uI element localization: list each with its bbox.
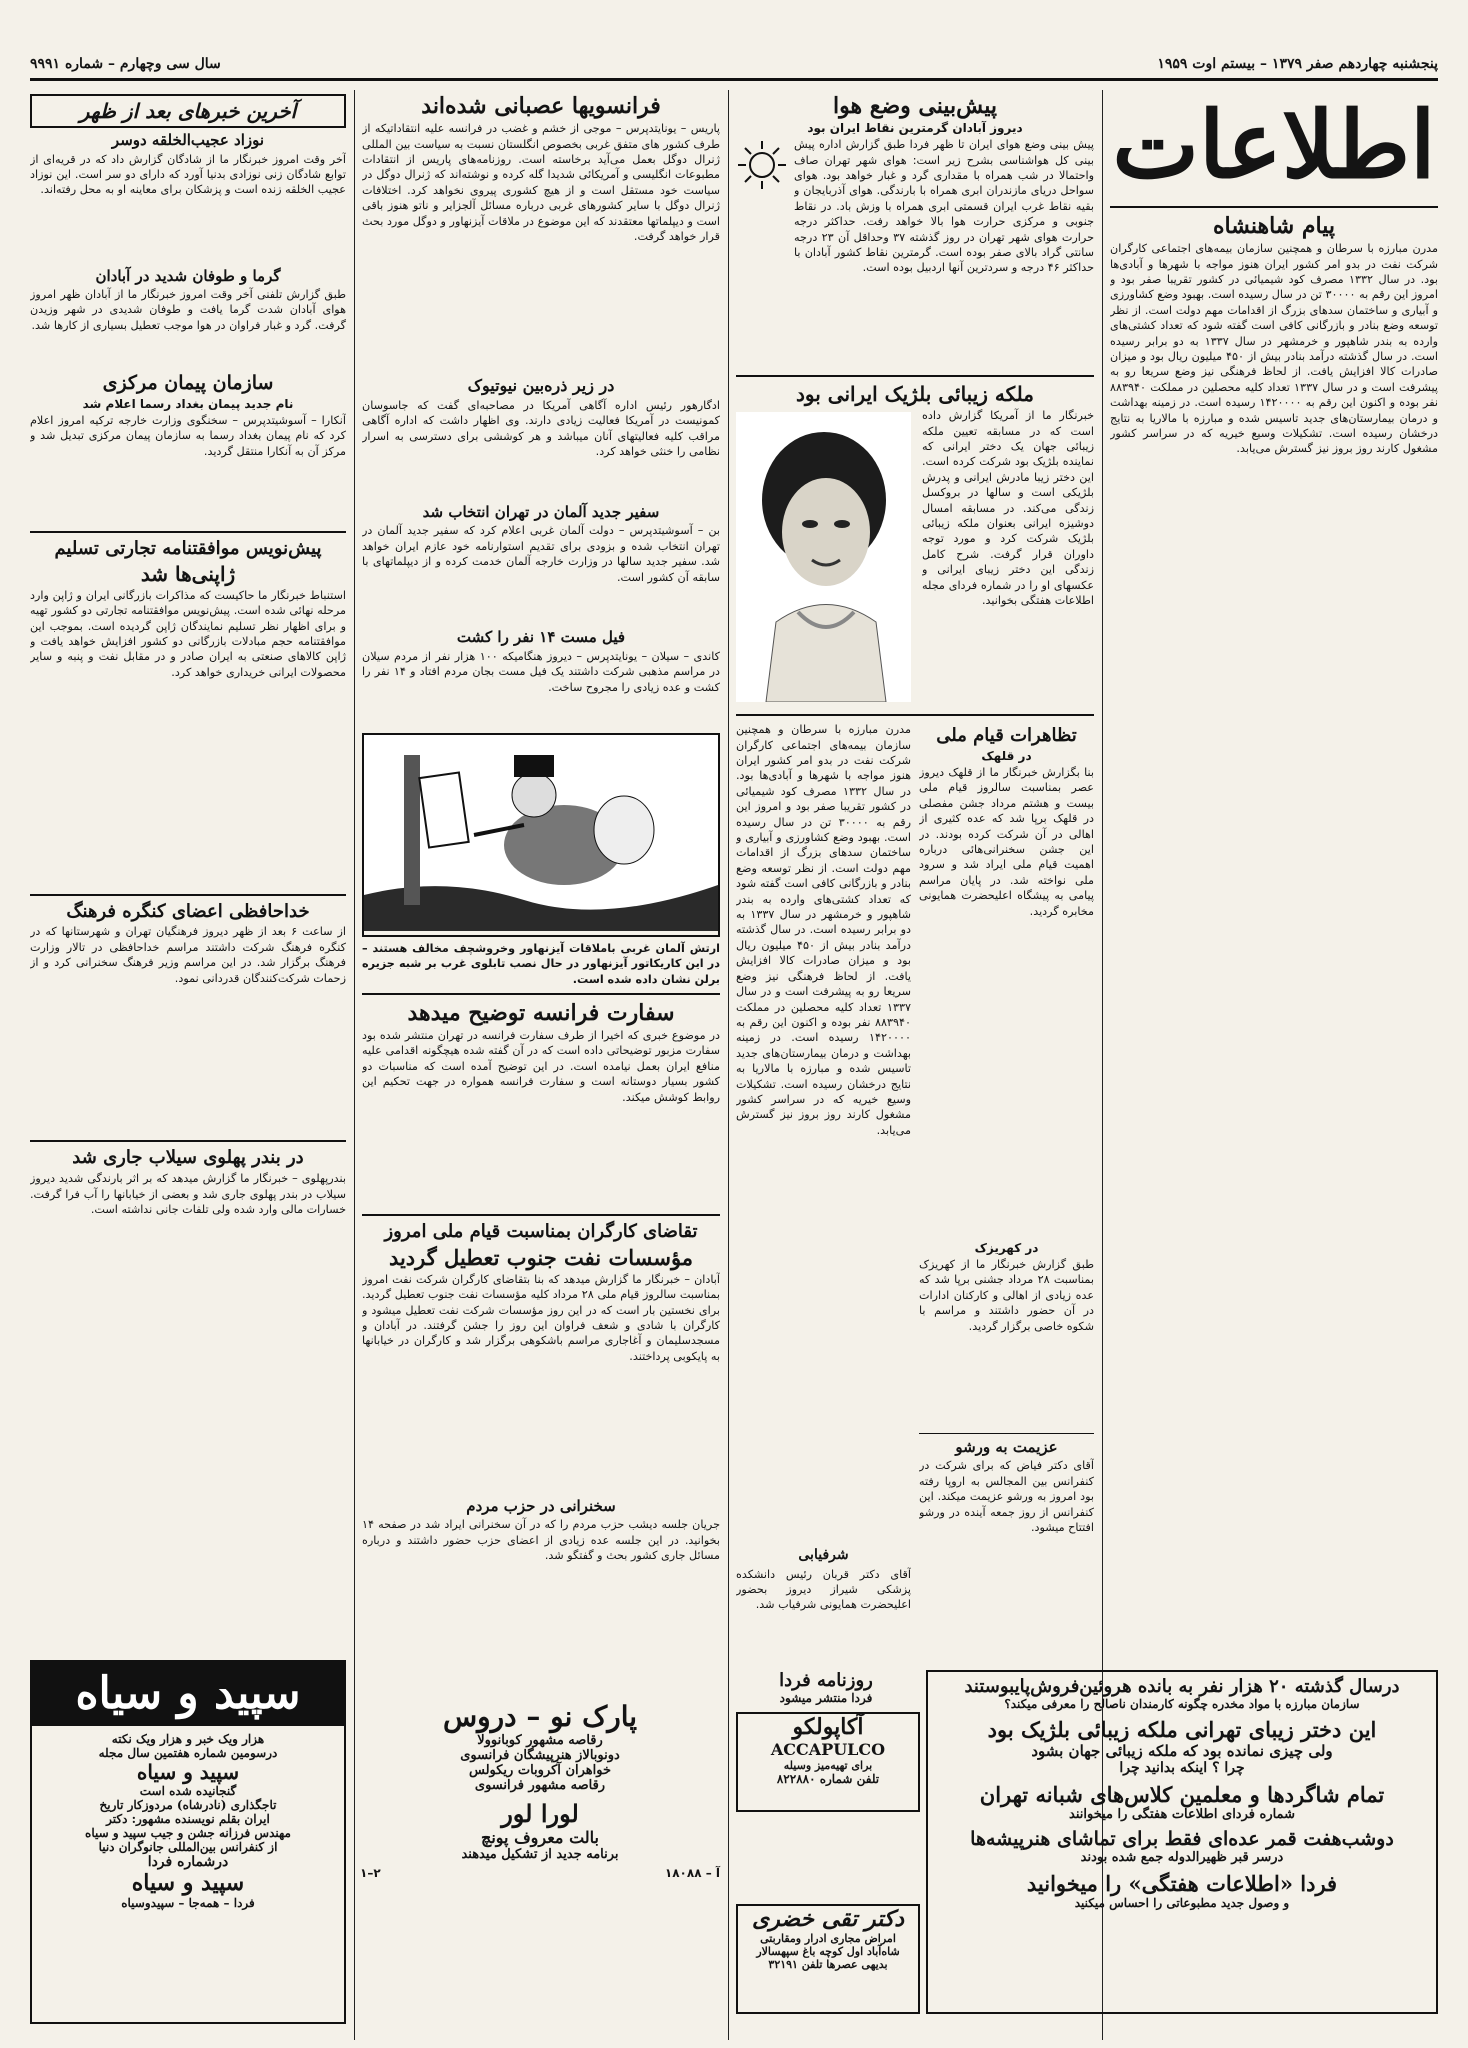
two-headed-baby-body: آخر وقت امروز خبرنگار ما از شادگان گزارش داد که در قریه‌ای از توابع شادگان زنی نوزادی بدنیا آورد که دارای دو سر است. این نوزاد عجیب الخلقه زنده است و پزشکان برای معاینه او به محل رفته‌اند. [30, 152, 346, 197]
two-headed-baby-title: نوزاد عجیب‌الخلقه دوسر [111, 131, 265, 149]
warsaw-title: عزیمت به ورشو [955, 1437, 1058, 1456]
park-line-2: دونوبالاز هنرپیشگان فرانسوی [460, 1748, 620, 1763]
nukes-title: در زیر ذره‌بین نیوتیوک [467, 376, 615, 396]
acapulco-line-1: برای تهیه‌میز وسیله [783, 1759, 873, 1772]
acapulco-phone: تلفن شماره ۸۲۲۸۸۰ [776, 1772, 880, 1786]
oil-title-2: مؤسسات نفت جنوب تعطیل گردید [388, 1244, 694, 1270]
cartoon-frame [362, 733, 720, 937]
weekly-magazine-ad [926, 1670, 1438, 2014]
speech-body: جریان جلسه دیشب حزب مردم را که در آن سخنرانی ایراد شد در صفحه ۱۴ بخوانید. در این جلسه عده زیادی از اعضای حزب حضور داشتند و درباره مسائل جاری کشور بحث و گفتگو شد. [362, 1518, 720, 1563]
nukes-body: ادگارهور رئیس اداره آگاهی آمریکا در مصاحبه‌ای گفت که جاسوسان کمونیست در آمریکا فعالیت زیادی دارند. وی اظهار داشت که اداره آگاهی مراقب کلیه فعالیتهای آنان میباشد و هر کوششی برای دسترسی به اسرار نظامی را خنثی خواهد کرد. [362, 398, 720, 458]
weather-body: پیش بینی وضع هوای ایران تا ظهر فردا طبق گزارش اداره پیش بینی کل هواشناسی بشرح زیر است: هوای شهر تهران صاف واحتمالا در شب همراه با مقداری گرد و غبار خواهد بود. هوای سواحل دریای مازندران ابری همراه با بارندگی. هوای آذربایجان و بقیه نقاط غرب ایران قسمتی ابری همراه با وزش باد. در نقاط جنوبی و مرکزی حرارت هوا بالا خواهد رفت. حداکثر درجه حرارت هوای شهر تهران در روز گذشته ۳۷ وحداقل آن ۲۳ درجه سانتی گراد بالای صفر بوده است. گرمترین نقاط کشور آبادان با حداکثر ۴۶ درجه و سردترین آنها اردبیل بوده است. [794, 138, 1094, 275]
column-masthead [1110, 90, 1438, 1690]
culture-title: خداحافظی اعضای کنگره فرهنگ [66, 900, 310, 922]
rally-title: تظاهرات قیام ملی [936, 725, 1077, 747]
weekly-line-7: شماره فردای اطلاعات هفتگی را میخوانند [1069, 1807, 1295, 1822]
column-news-2 [736, 90, 1094, 1710]
masthead-logo: اطلاعات [1112, 91, 1436, 199]
oil-title-1: تقاضای کارگران بمناسبت قیام ملی امروز [384, 1220, 698, 1242]
sepid-line-6: ایران بقلم نویسنده مشهور: دکتر [106, 1812, 270, 1826]
sepid-line-10: سپید و سیاه [131, 1870, 245, 1896]
french-angry-body: پاریس – یونایتدپرس – موجی از خشم و غضب در فرانسه علیه انتقاداتیکه از طرف کشور های متفق غربی بخصوص انگلستان نسبت به سیاست بین المللی ژنرال دوگل بعمل می‌آید برخاسته است. روزنامه‌های پاریس از انتقادات مطبوعات انگلیسی و آمریکائی شدیدا گله کرده و نوشته‌اند که ژنرال دوگل در سیاست خود مستقل است و از هیچ کشوری پیروی نخواهد کرد. اختلافات ژنرال دوگل با سایر کشورهای غربی درباره مسائل آلجزایر و ناتو هنوز باقی است و دیپلماتها معتقدند که این موضوع در ملاقات آیزنهاور و دوگل مورد بحث قرار خواهد گرفت. [362, 122, 720, 244]
flood-body: بندرپهلوی – خبرنگار ما گزارش میدهد که بر اثر بارندگی شدید دیروز سیلاب در بندر پهلوی جاری شد و بعضی از خیابانها را آب فرا گرفت. خسارات مالی وارد شده ولی تلفات جانی نداشته است. [30, 1172, 346, 1217]
shah-message-continued: مدرن مبارزه با سرطان و همچنین سازمان بیمه‌های اجتماعی کارگران شرکت نفت در بدو امر کشور ایران هنوز مواجه با شهرها و آبادی‌ها بود. در سال ۱۳۳۲ مصرف کود شیمیائی در کشور تقریبا صفر بود و امروز این رقم به ۳۰۰۰۰ تن در سال رسیده است. بهبود وضع کشاورزی و آبیاری و ساختمان سدهای بزرگ از اقدامات مهم دولت است. از نظر توسعه وضع بنادر و بازرگانی کافی است گفته شود که تعداد کشتی‌های وارده به بندر شاهپور و خرمشهر در سال ۱۳۳۷ به دو برابر رسیده است. در سال گذشته درآمد بنادر بیش از ۴۵۰ میلیون ریال بود و میزان صادرات کالا افزایش یافت. از لحاظ فرهنگی نیز وضع سریعا رو به پیشرفت است و در سال ۱۳۳۷ تعداد کلیه محصلین در مملکت ۸۸۳۹۴۰ نفر بوده و اکنون این رقم به ۱۴۲۰۰۰۰ رسیده است. در زمینه بهداشت و درمان بیمارستان‌های جدید تاسیس شده و مبارزه با مالاریا به نتایج درخشان رسیده است. تشکیلات وسیع خیریه که در سراسر کشور مشغول کارند روز بروز نیز گسترش می‌یابد. [736, 723, 911, 1137]
year-issue-line: سال سی وچهارم – شماره ۹۹۹۱ [30, 56, 221, 72]
rally-place-qolhak: در قلهک [981, 748, 1032, 763]
park-line-6: بالت معروف پونچ [481, 1828, 599, 1847]
weekly-line-6: تمام شاگردها و معلمین کلاس‌های شبانه تهران [979, 1782, 1385, 1807]
abadan-storm-body: طبق گزارش تلفنی آخر وقت امروز خبرنگار ما از آبادان ظهر امروز هوای آبادان شدت گرما یافت و طوفان شدیدی در شهر وزیدن گرفت. گرد و غبار فراوان در هوا موجب تعطیل بسیاری از کارها شد. [30, 288, 346, 332]
weather-subtitle: دیروز آبادان گرمترین نقاط ایران بود [807, 121, 1023, 136]
acapulco-en: ACCAPULCO [770, 1740, 886, 1759]
portrait-photo [736, 412, 911, 702]
doctor-line-3: بدیهی عصرها تلفن ۳۲۱۹۱ [768, 1958, 888, 1971]
oil-body: آبادان – خبرنگار ما گزارش میدهد که بنا بتقاضای کارگران شرکت نفت امروز بمناسبت سالروز قیام ملی ۲۸ مرداد کلیه مؤسسات نفت جنوب تعطیل گردید. برای نخستین بار است که در این روز مؤسسات شرکت نفت تعطیل میشود و کارگران با شادی و شعف فراوان این روز را جشن گرفتند. در آبادان و مسجدسلیمان و آغاجاری مراسم باشکوهی برگزار شد و کارگران در خیابانها به پایکوبی پرداختند. [362, 1272, 720, 1363]
cartoon-illustration [364, 735, 718, 931]
park-line-3: خواهران آکروبات ریکولس [469, 1763, 611, 1778]
sepid-line-7: مهندس فرزانه جشن و جیب سپید و سیاه [85, 1826, 291, 1840]
date-line: پنجشنبه چهاردهم صفر ۱۳۷۹ – بیستم اوت ۱۹۵۹ [1157, 56, 1438, 72]
ambassador-body: بن – آسوشیتدپرس – دولت آلمان غربی اعلام کرد که سفیر جدید آلمان در تهران انتخاب شده و بزودی برای تقدیم استوارنامه خود عازم ایران خواهد شد. سفیر جدید سالها در وزارت خارجه آلمان خدمت کرده و از دیپلماتهای با سابقه آن کشور است. [362, 524, 720, 584]
audience-body: آقای دکتر قربان رئیس دانشکده پزشکی شیراز دیروز بحضور اعلیحضرت همایونی شرفیاب شد. [736, 1567, 911, 1612]
weekly-line-1: درسال گذشته ۲۰ هزار نفر به بانده هروئین‌فروش‌پایبوستند [964, 1676, 1400, 1697]
rally-body-kahrizak: طبق گزارش خبرنگار ما از کهریزک بمناسبت ۲۸ مرداد جشنی برپا شد که عده زیادی از اهالی و کارکنان ادارات در آن حضور داشتند و مراسم با شکوه خاصی برگزار گردید. [919, 1257, 1094, 1333]
shah-message-title: پیام شاهنشاه [1213, 213, 1335, 239]
tomorrow-paper [736, 1670, 916, 1705]
speech-title: سخنرانی در حزب مردم [466, 1496, 616, 1515]
japan-title-2: ژاپنی‌ها شد [140, 561, 236, 586]
japan-title-1: پیش‌نویس موافقتنامه تجارتی تسلیم [54, 537, 322, 559]
elephant-title: فیل مست ۱۴ نفر را کشت [456, 628, 626, 647]
culture-body: از ساعت ۶ بعد از ظهر دیروز فرهنگیان تهران و شهرستانها که در کنگره فرهنگ شرکت داشتند مراسم خداحافظی در تالار وزارت فرهنگ برگزار شد. در این مراسم وزیر فرهنگ سخنرانی کرد و از زحمات شرکت‌کنندگان قدردانی نمود. [30, 925, 346, 985]
cento-body: آنکارا – آسوشیتدپرس – سخنگوی وزارت خارجه ترکیه امروز اعلام کرد که نام پیمان بغداد رسما به سازمان پیمان مرکزی تبدیل شد و مرکز آن به آنکارا منتقل گردید. [30, 413, 346, 458]
cento-subtitle: نام جدید پیمان بغداد رسما اعلام شد [82, 396, 294, 411]
sepid-line-4: گنجانیده شده است [139, 1784, 237, 1798]
sepid-line-1: هزار ویک خبر و هزار ویک نکته [111, 1732, 265, 1746]
tomorrow-paper-note: فردا منتشر میشود [779, 1691, 873, 1705]
audience-title: شرفیابی [798, 1547, 849, 1564]
column-news-4 [30, 90, 346, 1650]
weekly-line-5: چرا ؟ اینکه بدانید چرا [1119, 1760, 1245, 1776]
column-rule [728, 90, 729, 2040]
weekly-line-10: فردا «اطلاعات هفتگی» را میخوانید [1026, 1871, 1338, 1896]
sun-icon [736, 139, 788, 191]
sepid-line-2: درسومین شماره هفتمین سال مجله [98, 1746, 278, 1760]
belgian-queen-title: ملکه زیبائی بلژیک ایرانی بود [796, 382, 1034, 407]
sepid-line-5: تاجگذاری (نادرشاه) مردوزکار تاریخ [99, 1798, 277, 1812]
sepid-siah-logo: سپید و سیاه [32, 1662, 344, 1726]
park-title: پارک نو – دروس [442, 1700, 638, 1733]
french-embassy-body: در موضوع خبری که اخیرا از طرف سفارت فرانسه در تهران منتشر شده بود سفارت مزبور توضیحاتی داده است که در آن گفته شده هیچگونه اقدامی علیه منافع ایران بعمل نیامده است. در این توضیح آمده است که مناسبات دو کشور بسیار دوستانه است و سفارت فرانسه همواره در جهت تحکیم این روابط کوشش میکند. [362, 1028, 720, 1104]
elephant-body: کاندی – سیلان – یونایتدپرس – دیروز هنگامیکه ۱۰۰ هزار نفر از مردم سیلان در مراسم مذهبی شرکت داشتند یک فیل مست بجان مردم افتاد و ۱۴ نفر را کشت و عده زیادی را مجروح ساخت. [362, 649, 720, 694]
japan-body: استنباط خبرنگار ما حاکیست که مذاکرات بازرگانی ایران و ژاپن وارد مرحله نهائی شده است. پیش‌نویس موافقتنامه تجارتی دو کشور تهیه و برای اظهار نظر تسلیم نمایندگان ژاپن گردیده است. بموجب این موافقتنامه حجم مبادلات بازرگانی دو کشور افزایش خواهد یافت و ژاپن کالاهای صنعتی به ایران صادر و در مقابل نفت و پنبه و سایر محصولات ایرانی خریداری خواهد کرد. [30, 588, 346, 679]
sepid-line-9: درشماره فردا [147, 1854, 229, 1870]
evening-news-header: آخرین خبرهای بعد از ظهر [30, 94, 346, 128]
park-line-4: رقاصه مشهور فرانسوی [474, 1778, 606, 1793]
park-ref-number: ۲–۱ [360, 1866, 381, 1880]
park-line-7: برنامه جدید از تشکیل میدهند [461, 1847, 619, 1862]
acapulco-ad [736, 1712, 920, 1812]
shah-message-body: مدرن مبارزه با سرطان و همچنین سازمان بیمه‌های اجتماعی کارگران شرکت نفت در بدو امر کشور ایران هنوز مواجه با شهرها و آبادی‌ها بود. در سال ۱۳۳۲ مصرف کود شیمیائی در کشور تقریبا صفر بود و امروز این رقم به ۳۰۰۰۰ تن در سال رسیده است. بهبود وضع کشاورزی و آبیاری و ساختمان سدهای بزرگ از اقدامات مهم دولت است. از نظر توسعه وضع بنادر و بازرگانی کافی است گفته شود که تعداد کشتی‌های وارده به بندر شاهپور و خرمشهر در سال ۱۳۳۷ به دو برابر رسیده است. در سال گذشته درآمد بنادر بیش از ۴۵۰ میلیون ریال بود و میزان صادرات کالا افزایش یافت. از لحاظ فرهنگی نیز وضع سریعا رو به پیشرفت است و در سال ۱۳۳۷ تعداد کلیه محصلین در مملکت ۸۸۳۹۴۰ نفر بوده و اکنون این رقم به ۱۴۲۰۰۰۰ رسیده است. در زمینه بهداشت و درمان بیمارستان‌های جدید تاسیس شده و مبارزه با مالاریا به نتایج درخشان رسیده است. تشکیلات وسیع خیریه که در سراسر کشور مشغول کارند روز بروز نیز گسترش می‌یابد. [1110, 242, 1438, 456]
weather-title: پیش‌بینی وضع هوا [833, 93, 997, 119]
abadan-storm-title: گرما و طوفان شدید در آبادان [95, 266, 281, 285]
sepid-line-8: از کنفرانس بین‌المللی جانوگران دنیا [98, 1840, 278, 1854]
cento-title: سازمان پیمان مرکزی [102, 372, 274, 394]
park-line-1: رقاصه مشهور کوبانوولا [477, 1733, 603, 1748]
weekly-line-9: درسر قبر ظهیرالدوله جمع شده بودند [1080, 1850, 1284, 1865]
weekly-line-8: دوشب‌هفت قمر عده‌ای فقط برای تماشای هنرپیشه‌ها [970, 1828, 1394, 1850]
sepid-line-11: فردا – همه‌جا – سپیدوسیاه [121, 1896, 255, 1910]
rally-body-qolhak: بنا بگزارش خبرنگار ما از قلهک دیروز عصر بمناسبت سالروز قیام ملی بیست و هشتم مرداد جشن مفصلی در قلهک برپا شد که عده کثیری از اهالی در آن شرکت کرده بودند. در این جشن سخنرانی‌هائی درباره اهمیت قیام ملی ایراد شد و سرود ملی نواخته شد. در پایان مراسم پیامی به پیشگاه اعلیحضرت همایونی مخابره گردید. [919, 765, 1094, 918]
warsaw-body: آقای دکتر فیاض که برای شرکت در کنفرانس بین المجالس به اروپا رفته بود امروز به ورشو عزیمت میکند. این کنفرانس از روز جمعه آینده در ورشو افتتاح میشود. [919, 1459, 1094, 1535]
tomorrow-paper-title: روزنامه فردا [779, 1670, 873, 1691]
sepid-siah-ad [30, 1660, 346, 2024]
weekly-line-2: سازمان مبارزه با مواد مخدره چگونه کارمندان ناصالح را معرفی میکند؟ [1004, 1697, 1360, 1711]
flood-title: در بندر پهلوی سیلاب جاری شد [72, 1147, 304, 1169]
sepid-line-3: سپید و سیاه [136, 1760, 240, 1784]
belgian-queen-body: خبرنگار ما از آمریکا گزارش داده است که در مسابقه تعیین ملکه زیبائی جهان یک دختر ایرانی که نماینده بلژیک بود شرکت کرده است. این دختر زیبا مادرش ایرانی و پدرش بلژیکی است و سالها در بروکسل زندگی می‌کند. در مسابقه امسال دوشیزه ایرانی بعنوان ملکه زیبائی بلژیک شرکت کرد و مورد توجه داوران قرار گرفت. شرح کامل زندگی این دختر زیبای ایرانی و عکسهای او را در شماره فردای مجله اطلاعات هفتگی بخوانید. [922, 409, 1094, 608]
issue-header [30, 54, 1438, 81]
acapulco-fa: آکاپولکو [792, 1714, 864, 1740]
park-line-5: لورا لور [501, 1799, 579, 1828]
weekly-line-4: ولی چیزی نمانده بود که ملکه زیبائی جهان بشود [1031, 1742, 1333, 1760]
weekly-line-11: و وصول جدید مطبوعاتی را احساس میکنید [1074, 1896, 1290, 1910]
french-embassy-title: سفارت فرانسه توضیح میدهد [407, 999, 675, 1026]
weekly-line-3: این دختر زیبای تهرانی ملکه زیبائی بلژیک بود [987, 1717, 1377, 1742]
doctor-name: دکتر تقی خضری [752, 1906, 904, 1932]
doctor-line-1: امراض مجاری ادرار ومقاربتی [760, 1932, 896, 1945]
column-news-3 [362, 90, 720, 1650]
french-angry-title: فرانسویها عصبانی شده‌اند [421, 93, 661, 119]
ambassador-title: سفیر جدید آلمان در تهران انتخاب شد [422, 502, 660, 521]
park-ref-code: آ – ۱۸۰۸۸ [664, 1866, 720, 1880]
column-rule [354, 90, 355, 2040]
rally-place-kahrizak: در کهریزک [974, 1240, 1039, 1255]
doctor-ad [736, 1904, 920, 2014]
park-now-ad [360, 1700, 720, 2000]
doctor-line-2: شاه‌آباد اول کوچه باغ سپهسالار [756, 1945, 900, 1958]
cartoon-caption: ارتش آلمان غربی باملاقات آیزنهاور وخروشچف مخالف هستند – در این کاریکاتور آیزنهاور در حال نصب تابلوی غرب بر شبه جزیره برلن نشان داده شده است. [362, 941, 720, 986]
